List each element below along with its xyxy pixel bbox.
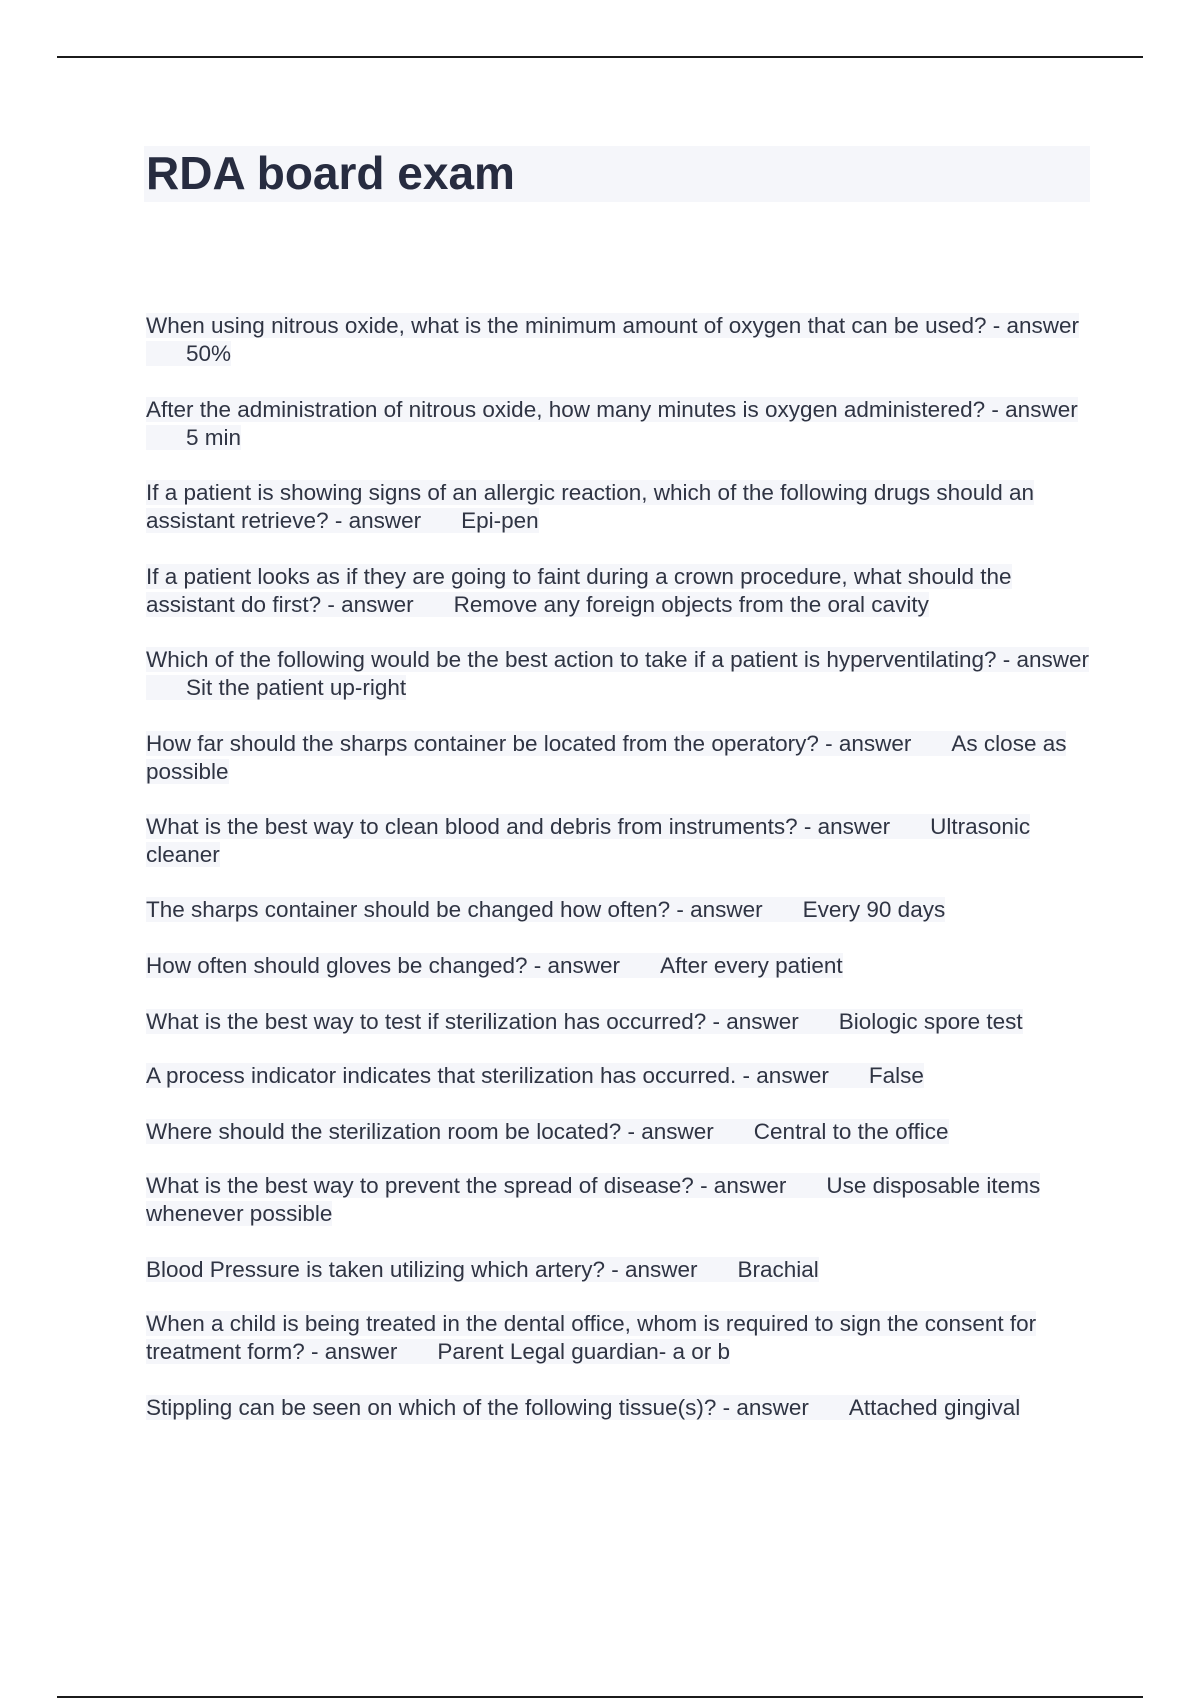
- qa-question: Blood Pressure is taken utilizing which artery? - answer: [146, 1257, 698, 1282]
- qa-question: The sharps container should be changed how often? - answer: [146, 897, 763, 922]
- qa-item: [146, 1008, 1092, 1036]
- qa-item: [146, 646, 1092, 702]
- qa-answer: Epi-pen: [461, 508, 539, 533]
- qa-question: What is the best way to clean blood and debris from instruments? - answer: [146, 814, 891, 839]
- qa-answer: Use disposable items whenever possible: [146, 1173, 1041, 1226]
- qa-item: [146, 1310, 1092, 1366]
- qa-item: [146, 396, 1092, 452]
- qa-answer: Sit the patient up-right: [186, 675, 407, 700]
- qa-question: A process indicator indicates that sterilization has occurred. - answer: [146, 1063, 829, 1088]
- qa-item: [146, 730, 1092, 786]
- qa-answer: Central to the office: [753, 1119, 949, 1144]
- qa-answer: 50%: [186, 341, 232, 366]
- qa-answer: Ultrasonic cleaner: [146, 814, 1031, 867]
- qa-item: [146, 1062, 1092, 1090]
- qa-answer: Every 90 days: [802, 897, 946, 922]
- qa-answer: Biologic spore test: [838, 1009, 1023, 1034]
- qa-item: [146, 1118, 1092, 1146]
- bottom-rule: [57, 1696, 1143, 1698]
- qa-answer: False: [868, 1063, 924, 1088]
- qa-item: [146, 813, 1092, 869]
- qa-question: If a patient looks as if they are going to faint during a crown procedure, what should the assistant do first? - answer: [146, 564, 1012, 617]
- qa-answer: As close as possible: [146, 731, 1067, 784]
- qa-item: [146, 1394, 1092, 1422]
- page-title: RDA board exam: [146, 147, 515, 199]
- qa-question: What is the best way to test if sterilization has occurred? - answer: [146, 1009, 799, 1034]
- qa-answer: After every patient: [660, 953, 843, 978]
- qa-question: How far should the sharps container be located from the operatory? - answer: [146, 731, 912, 756]
- qa-item: [146, 1256, 1092, 1284]
- qa-item: [146, 1172, 1092, 1228]
- qa-item: [146, 312, 1092, 368]
- qa-answer: Parent Legal guardian- a or b: [437, 1339, 731, 1364]
- qa-item: [146, 563, 1092, 619]
- qa-item: [146, 479, 1092, 535]
- qa-question: How often should gloves be changed? - answer: [146, 953, 621, 978]
- qa-answer: 5 min: [186, 425, 242, 450]
- qa-answer: Remove any foreign objects from the oral cavity: [453, 592, 929, 617]
- qa-question: After the administration of nitrous oxide, how many minutes is oxygen administered? - answer: [146, 397, 1078, 422]
- qa-item: [146, 952, 1092, 980]
- qa-answer: Brachial: [737, 1257, 819, 1282]
- top-rule: [57, 56, 1143, 58]
- qa-question: If a patient is showing signs of an allergic reaction, which of the following drugs should an assistant retrieve? - answer: [146, 480, 1035, 533]
- qa-item: [146, 896, 1092, 924]
- qa-question: Stippling can be seen on which of the following tissue(s)? - answer: [146, 1395, 809, 1420]
- qa-question: When a child is being treated in the dental office, whom is required to sign the consent for treatment form? - answer: [146, 1311, 1037, 1364]
- qa-question: What is the best way to prevent the spread of disease? - answer: [146, 1173, 787, 1198]
- qa-question: Which of the following would be the best action to take if a patient is hyperventilating? - answer: [146, 647, 1090, 672]
- qa-question: Where should the sterilization room be located? - answer: [146, 1119, 714, 1144]
- qa-answer: Attached gingival: [848, 1395, 1021, 1420]
- qa-list: [146, 312, 1092, 1422]
- qa-question: When using nitrous oxide, what is the minimum amount of oxygen that can be used? - answer: [146, 313, 1079, 338]
